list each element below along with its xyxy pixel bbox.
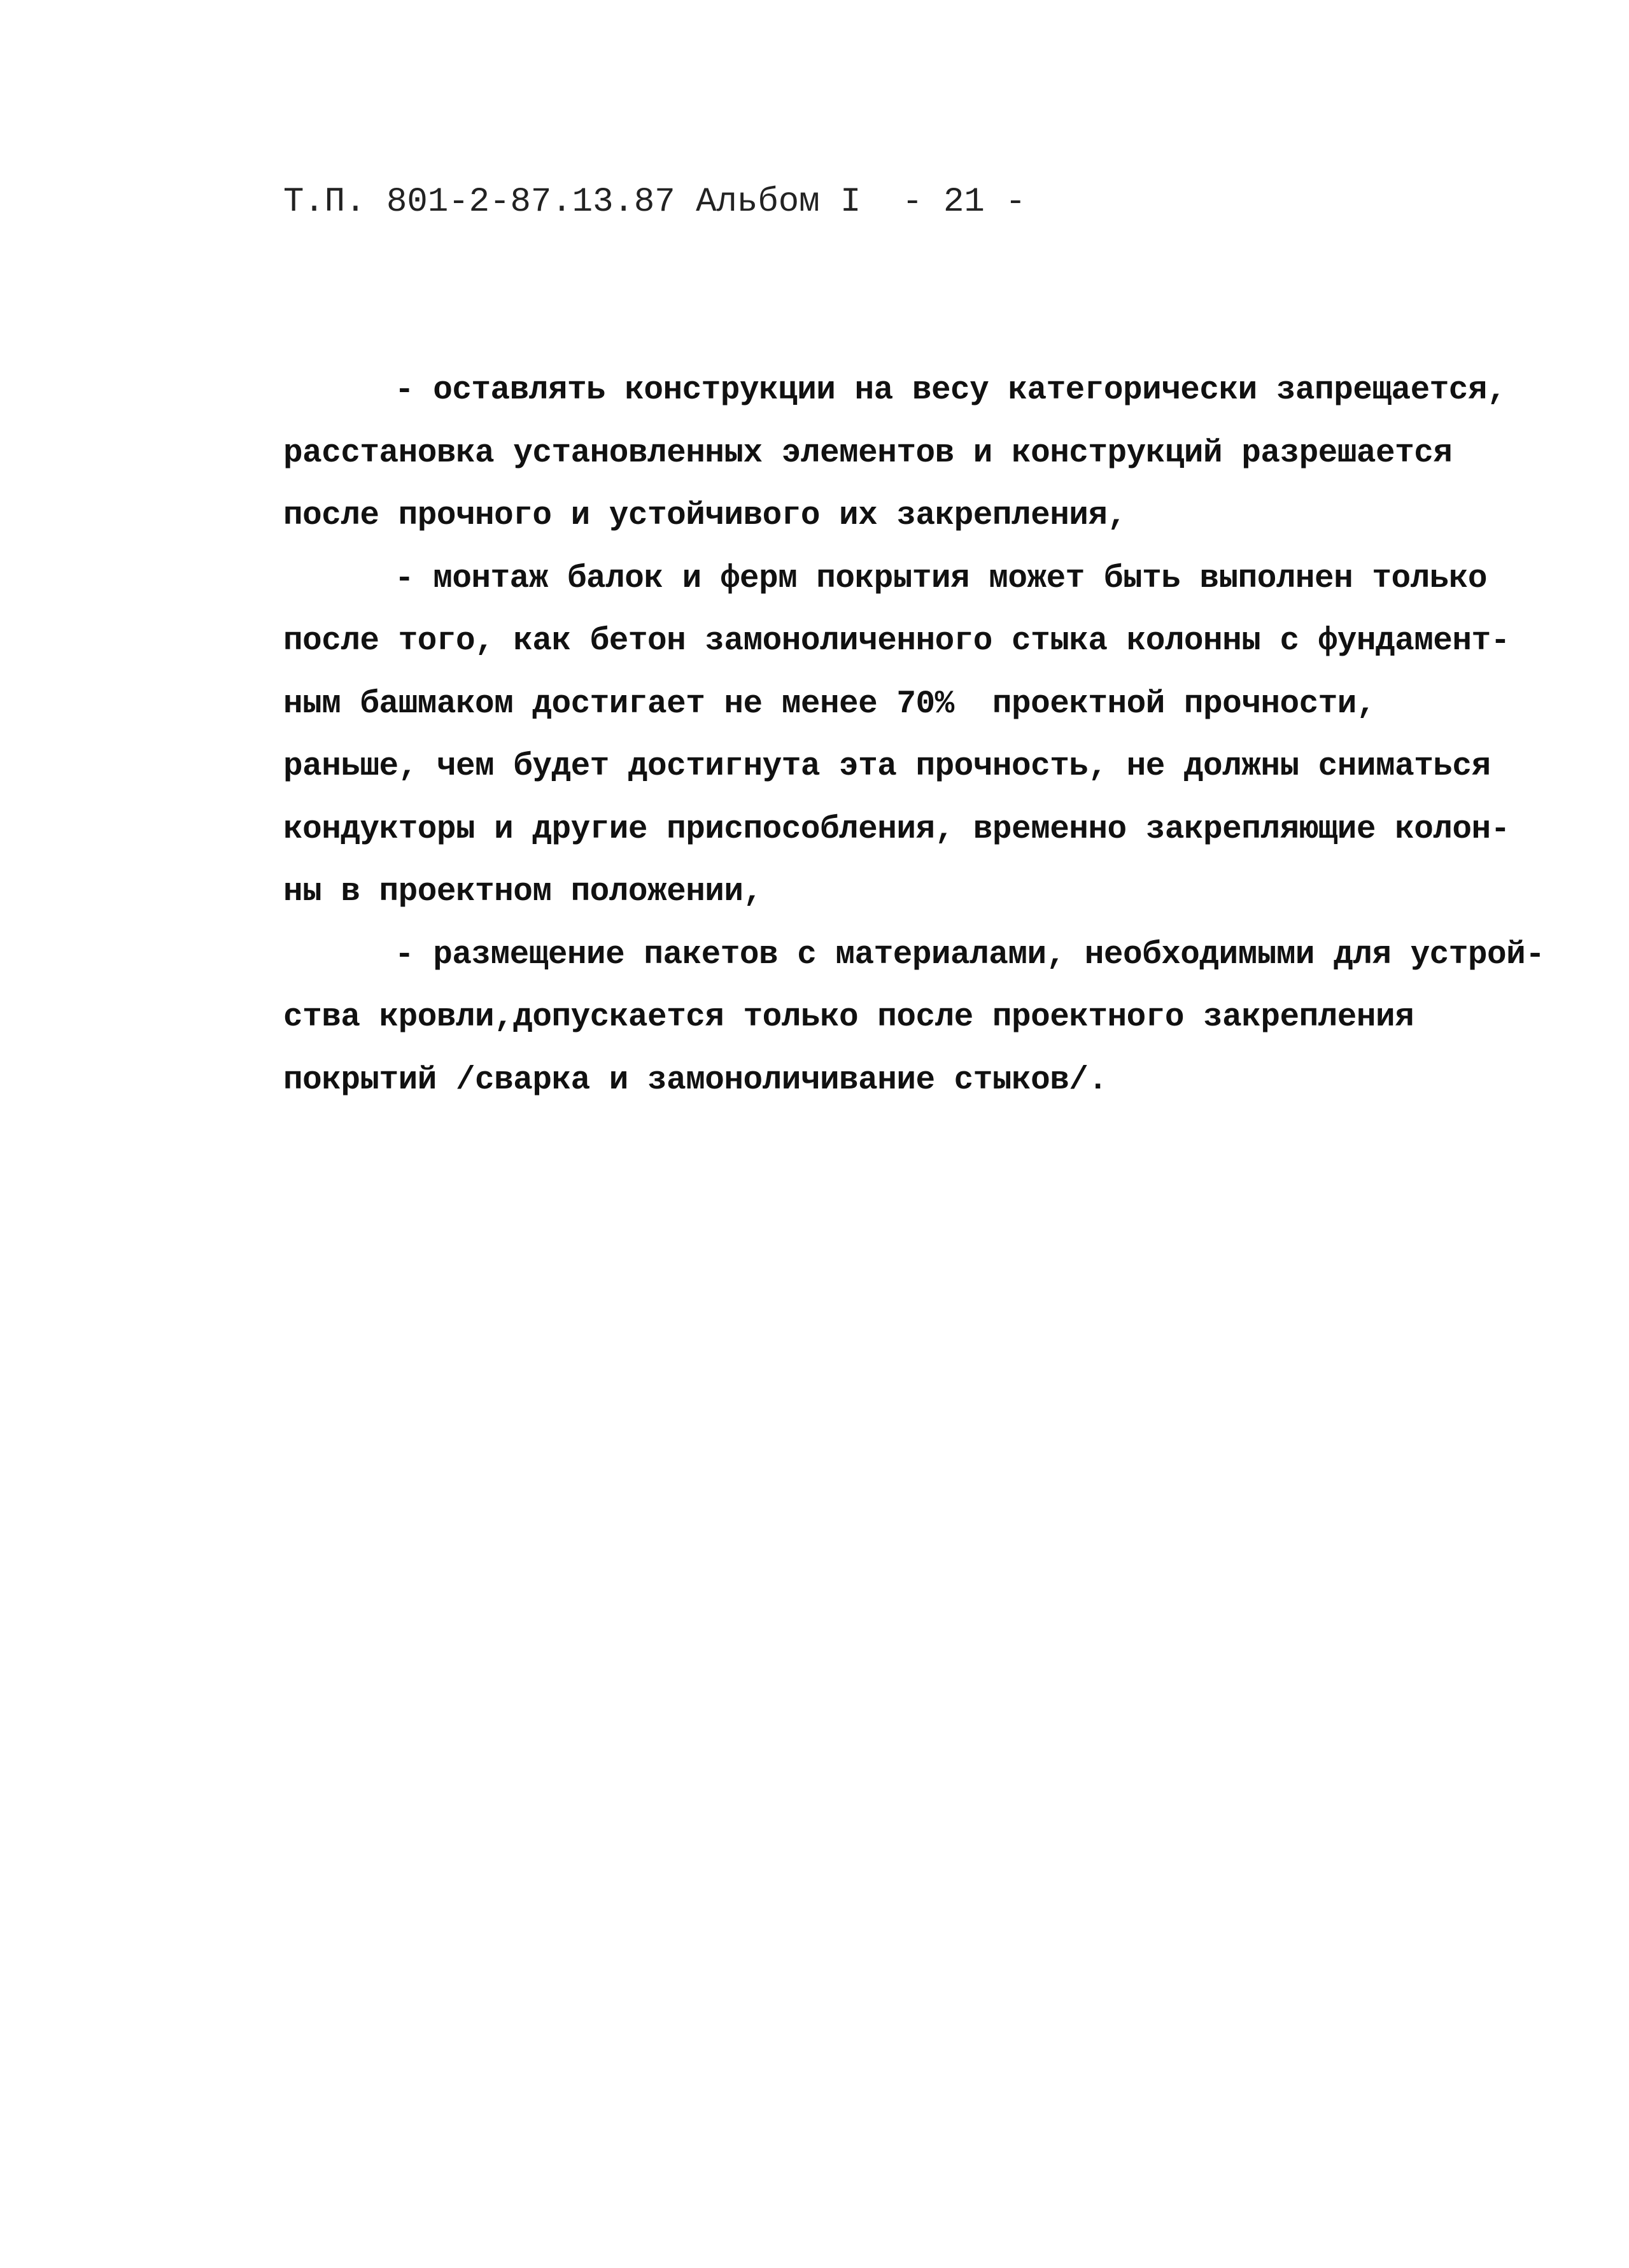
- text-line: расстановка установленных элементов и конструкций разрешается: [283, 435, 1453, 472]
- text-line: кондукторы и другие приспособления, временно закрепляющие колон-: [283, 811, 1510, 848]
- text-line: ства кровли,допускается только после проектного закрепления: [283, 999, 1414, 1036]
- document-body: [283, 360, 1563, 1112]
- text-line: после того, как бетон замоноличенного стыка колонны с фундамент-: [283, 623, 1510, 659]
- text-line: ным башмаком достигает не менее 70% проектной прочности,: [283, 686, 1376, 722]
- text-line: покрытий /сварка и замоноличивание стыков/.: [283, 1062, 1108, 1099]
- document-reference-header: Т.П. 801-2-87.13.87 Альбом I - 21 -: [283, 183, 1026, 222]
- text-line: ны в проектном положении,: [283, 874, 763, 910]
- text-line: - оставлять конструкции на весу категорически запрещается,: [395, 372, 1507, 409]
- text-line: - монтаж балок и ферм покрытия может быть выполнен только: [395, 560, 1487, 597]
- text-line: - размещение пакетов с материалами, необходимыми для устрой-: [395, 936, 1545, 973]
- text-line: раньше, чем будет достигнута эта прочность, не должны сниматься: [283, 749, 1491, 785]
- text-line: после прочного и устойчивого их закрепления,: [283, 498, 1127, 534]
